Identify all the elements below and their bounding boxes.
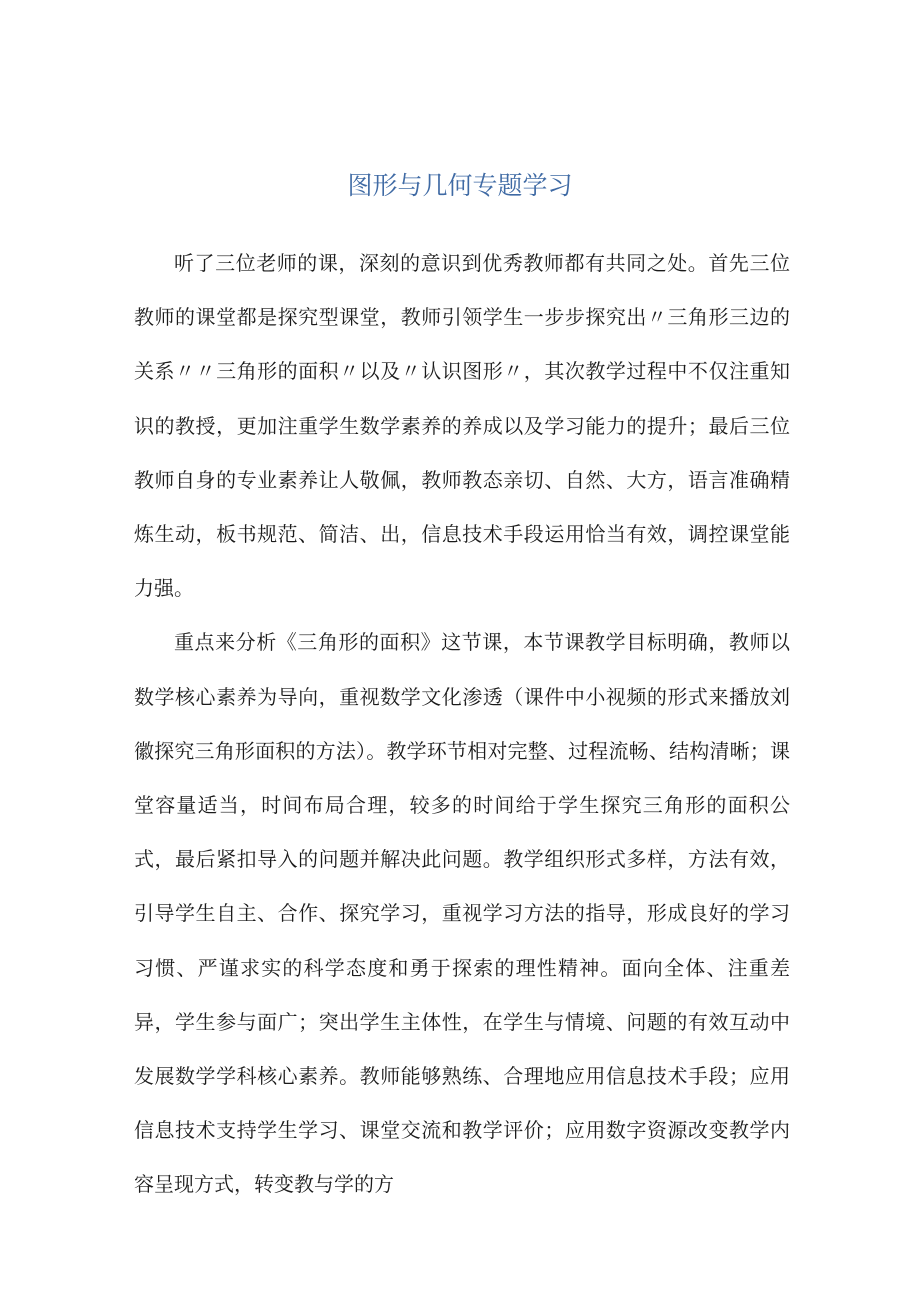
paragraph-1: 听了三位老师的课，深刻的意识到优秀教师都有共同之处。首先三位教师的课堂都是探究型课堂，教师引领学生一步步探究出〃三角形三边的关系〃〃三角形的面积〃以及〃认识图形〃，其次教学过程中不仅注重知识的教授，更加注重学生数学素养的养成以及学习能力的提升；最后三位教师自身的专业素养让人敬佩，教师教态亲切、自然、大方，语言准确精炼生动，板书规范、简洁、出，信息技术手段运用恰当有效，调控课堂能力强。 — [134, 251, 790, 601]
paragraph-2: 重点来分析《三角形的面积》这节课，本节课教学目标明确，教师以数学核心素养为导向，重视数学文化渗透（课件中小视频的形式来播放刘徽探究三角形面积的方法）。教学环节相对完整、过程流畅、结构清晰；课堂容量适当，时间布局合理，较多的时间给于学生探究三角形的面积公式，最后紧扣导入的问题并解决此问题。教学组织形式多样，方法有效，引导学生自主、合作、探究学习，重视学习方法的指导，形成良好的学习习惯、严谨求实的科学态度和勇于探索的理性精神。面向全体、注重差异，学生参与面广；突出学生主体性，在学生与情境、问题的有效互动中发展数学学科核心素养。教师能够熟练、合理地应用信息技术手段；应用信息技术支持学生学习、课堂交流和教学评价；应用数字资源改变教学内容呈现方式，转变教与学的方 — [134, 630, 790, 1197]
document-body — [134, 236, 790, 1212]
page-title: 图形与几何专题学习 — [347, 171, 573, 200]
